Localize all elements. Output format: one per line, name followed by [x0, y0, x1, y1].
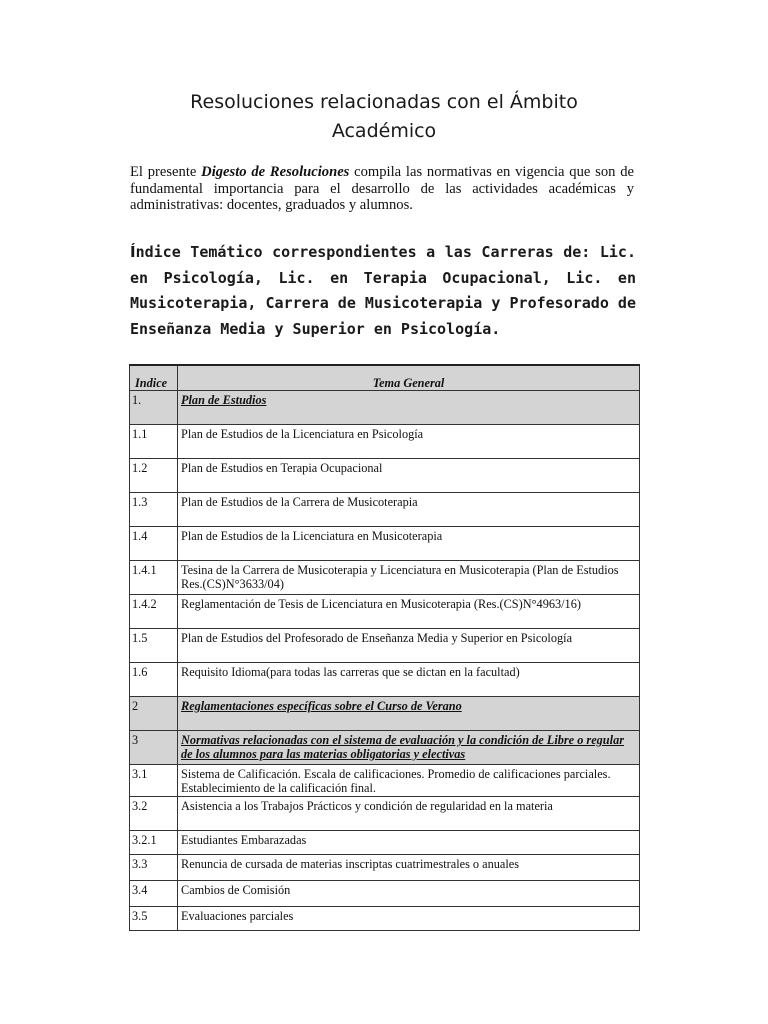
row-index: 1.4	[130, 527, 178, 561]
row-index: 3.2.1	[130, 831, 178, 855]
row-topic: Plan de Estudios de la Carrera de Musicoterapia	[178, 493, 640, 527]
row-index: 3.2	[130, 797, 178, 831]
header-index: Indice	[130, 365, 178, 391]
section-row	[130, 391, 640, 425]
index-heading	[130, 240, 636, 342]
row-index: 1.4.1	[130, 561, 178, 595]
table-row	[130, 907, 640, 931]
table-row	[130, 663, 640, 697]
row-topic: Tesina de la Carrera de Musicoterapia y Licenciatura en Musicoterapia (Plan de Estudios Res.(CS)N°3633/04)	[178, 561, 640, 595]
section-row	[130, 731, 640, 765]
header-topic: Tema General	[178, 365, 640, 391]
row-index: 3.3	[130, 855, 178, 881]
row-index: 3.5	[130, 907, 178, 931]
row-topic: Plan de Estudios del Profesorado de Enseñanza Media y Superior en Psicología	[178, 629, 640, 663]
intro-after: compila las normativas en vigencia que son de fundamental importancia para el desarrollo de las actividades académicas y administrativas: docentes, graduados y alumnos.	[130, 164, 634, 213]
row-index: 3.1	[130, 765, 178, 797]
table-row	[130, 459, 640, 493]
row-topic: Normativas relacionadas con el sistema de evaluación y la condición de Libre o regular de los alumnos para las materias obligatorias y electivas	[178, 731, 640, 765]
document-title	[130, 88, 638, 146]
table-row	[130, 881, 640, 907]
row-topic: Plan de Estudios de la Licenciatura en Musicoterapia	[178, 527, 640, 561]
row-topic: Evaluaciones parciales	[178, 907, 640, 931]
row-topic: Asistencia a los Trabajos Prácticos y condición de regularidad en la materia	[178, 797, 640, 831]
intro-before: El presente	[130, 164, 202, 180]
table-row	[130, 561, 640, 595]
row-topic: Plan de Estudios	[178, 391, 640, 425]
row-index: 1.4.2	[130, 595, 178, 629]
row-topic: Reglamentaciones específicas sobre el Curso de Verano	[178, 697, 640, 731]
row-index: 1.	[130, 391, 178, 425]
row-index: 3.4	[130, 881, 178, 907]
row-index: 1.3	[130, 493, 178, 527]
row-index: 3	[130, 731, 178, 765]
row-topic: Sistema de Calificación. Escala de calificaciones. Promedio de calificaciones parciales. Establecimiento de la calificación final.	[178, 765, 640, 797]
intro-paragraph	[130, 164, 634, 214]
intro-emphasis: Digesto de Resoluciones	[201, 164, 350, 180]
row-topic: Plan de Estudios de la Licenciatura en Psicología	[178, 425, 640, 459]
row-index: 1.2	[130, 459, 178, 493]
table-row	[130, 765, 640, 797]
table-row	[130, 855, 640, 881]
index-heading-text: ndice Temático correspondientes a las Carreras de: Lic. en Psicología, Lic. en Terapia Ocupacional, Lic. en Musicoterapia, Carrera de Musicoterapia y Profesorado de Enseñanza Media y Superior en Psicología.	[130, 243, 636, 338]
row-topic: Reglamentación de Tesis de Licenciatura en Musicoterapia (Res.(CS)N°4963/16)	[178, 595, 640, 629]
document-title-line-1: Resoluciones relacionadas con el Ámbito	[190, 91, 578, 113]
section-row	[130, 697, 640, 731]
table-row	[130, 629, 640, 663]
table-row	[130, 493, 640, 527]
row-topic: Cambios de Comisión	[178, 881, 640, 907]
row-index: 1.6	[130, 663, 178, 697]
table-row	[130, 831, 640, 855]
table-row	[130, 595, 640, 629]
table-row	[130, 425, 640, 459]
row-topic: Estudiantes Embarazadas	[178, 831, 640, 855]
thematic-index-table	[129, 364, 640, 931]
table-header-row	[130, 365, 640, 391]
row-topic: Plan de Estudios en Terapia Ocupacional	[178, 459, 640, 493]
row-topic: Requisito Idioma(para todas las carreras que se dictan en la facultad)	[178, 663, 640, 697]
row-index: 1.5	[130, 629, 178, 663]
row-topic: Renuncia de cursada de materias inscriptas cuatrimestrales o anuales	[178, 855, 640, 881]
row-index: 2	[130, 697, 178, 731]
index-heading-initial: Í	[130, 243, 136, 261]
row-index: 1.1	[130, 425, 178, 459]
table-row	[130, 797, 640, 831]
document-title-line-2: Académico	[331, 120, 437, 142]
table-row	[130, 527, 640, 561]
